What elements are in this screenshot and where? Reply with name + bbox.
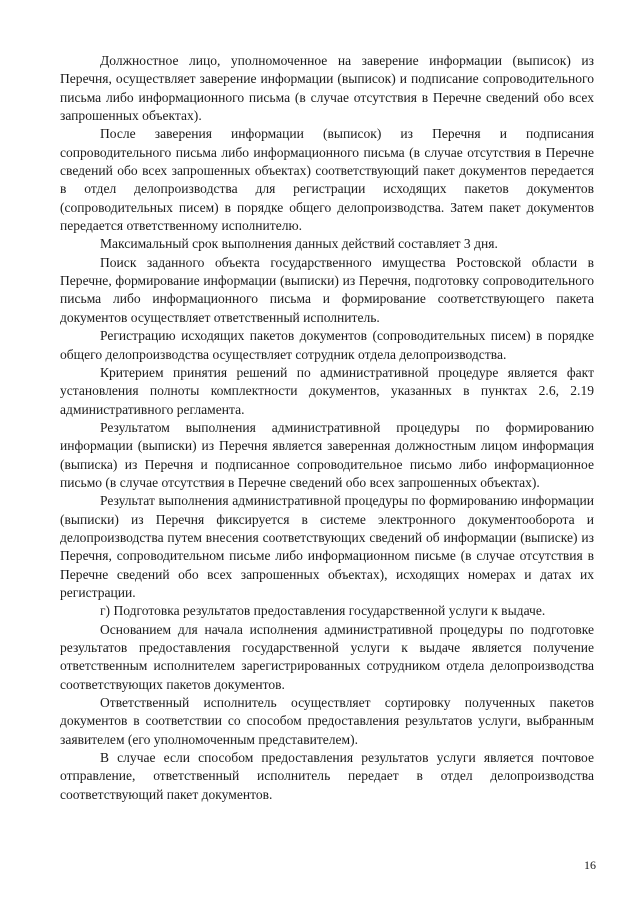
paragraph-certification: Должностное лицо, уполномоченное на заверение информации (выписок) из Перечня, осуществляет заверение информации (выписок) и подписание сопроводительного письма либо информационного письма (в случае отсутствия в Перечне сведений обо всех запрошенных объектах). — [60, 53, 594, 124]
paragraph-section-heading: г) Подготовка результатов предоставления государственной услуги к выдаче. — [100, 603, 546, 619]
paragraph-postal-delivery: В случае если способом предоставления результатов услуги является почтовое отправление, ответственный исполнитель передает в отдел делопроизводства соответствующий пакет документов. — [60, 750, 594, 802]
paragraph-procedure-result: Результатом выполнения административной процедуры по формированию информации (выписки) из Перечня является заверенная должностным лицом информация (выписка) из Перечня и подписанное сопроводительное письмо либо информационное письмо (в случае отсутствия в Перечне сведений обо всех запрошенных объектах). — [60, 419, 594, 490]
paragraph-registration: Регистрацию исходящих пакетов документов (сопроводительных писем) в порядке общего делопроизводства осуществляет сотрудник отдела делопроизводства. — [60, 328, 594, 362]
paragraph-basis: Основанием для начала исполнения административной процедуры по подготовке результатов предоставления государственной услуги к выдаче является получение ответственным исполнителем зарегистрированных сотрудником отдела делопроизводства соответствующих пакетов документов. — [60, 621, 594, 692]
paragraph-max-duration: Максимальный срок выполнения данных действий составляет 3 дня. — [100, 236, 498, 252]
paragraph-search-object: Поиск заданного объекта государственного имущества Ростовской области в Перечне, формирование информации (выписки) из Перечня, подготовку сопроводительного письма либо информационного письма и формирование соответствующего пакета документов осуществляет ответственный исполнитель. — [60, 254, 594, 325]
paragraph-decision-criterion: Критерием принятия решений по административной процедуре является факт установления полноты комплектности документов, указанных в пунктах 2.6, 2.19 административного регламента. — [60, 364, 594, 417]
document-page — [60, 52, 594, 804]
paragraph-sorting: Ответственный исполнитель осуществляет сортировку полученных пакетов документов в соответствии со способом предоставления результатов услуги, выбранным заявителем (его уполномоченным представителем). — [60, 695, 594, 747]
paragraph-package-transfer: После заверения информации (выписок) из Перечня и подписания сопроводительного письма либо информационного письма (в случае отсутствия в Перечне сведений обо всех запрошенных объектах) соответствующий пакет документов передается в отдел делопроизводства для регистрации исходящих пакетов документов (сопроводительных писем) в порядке общего делопроизводства. Затем пакет документов передается ответственному исполнителю. — [60, 126, 594, 234]
paragraph-result-recording: Результат выполнения административной процедуры по формированию информации (выписки) из Перечня фиксируется в системе электронного документооборота и делопроизводства путем внесения соответствующих сведений об информации (выписке) из Перечня, сопроводительном письме либо информационном письме (в случае отсутствия в Перечне сведений обо всех запрошенных объектах), исходящих номерах и датах их регистрации. — [60, 493, 594, 600]
page-number: 16 — [584, 858, 596, 872]
